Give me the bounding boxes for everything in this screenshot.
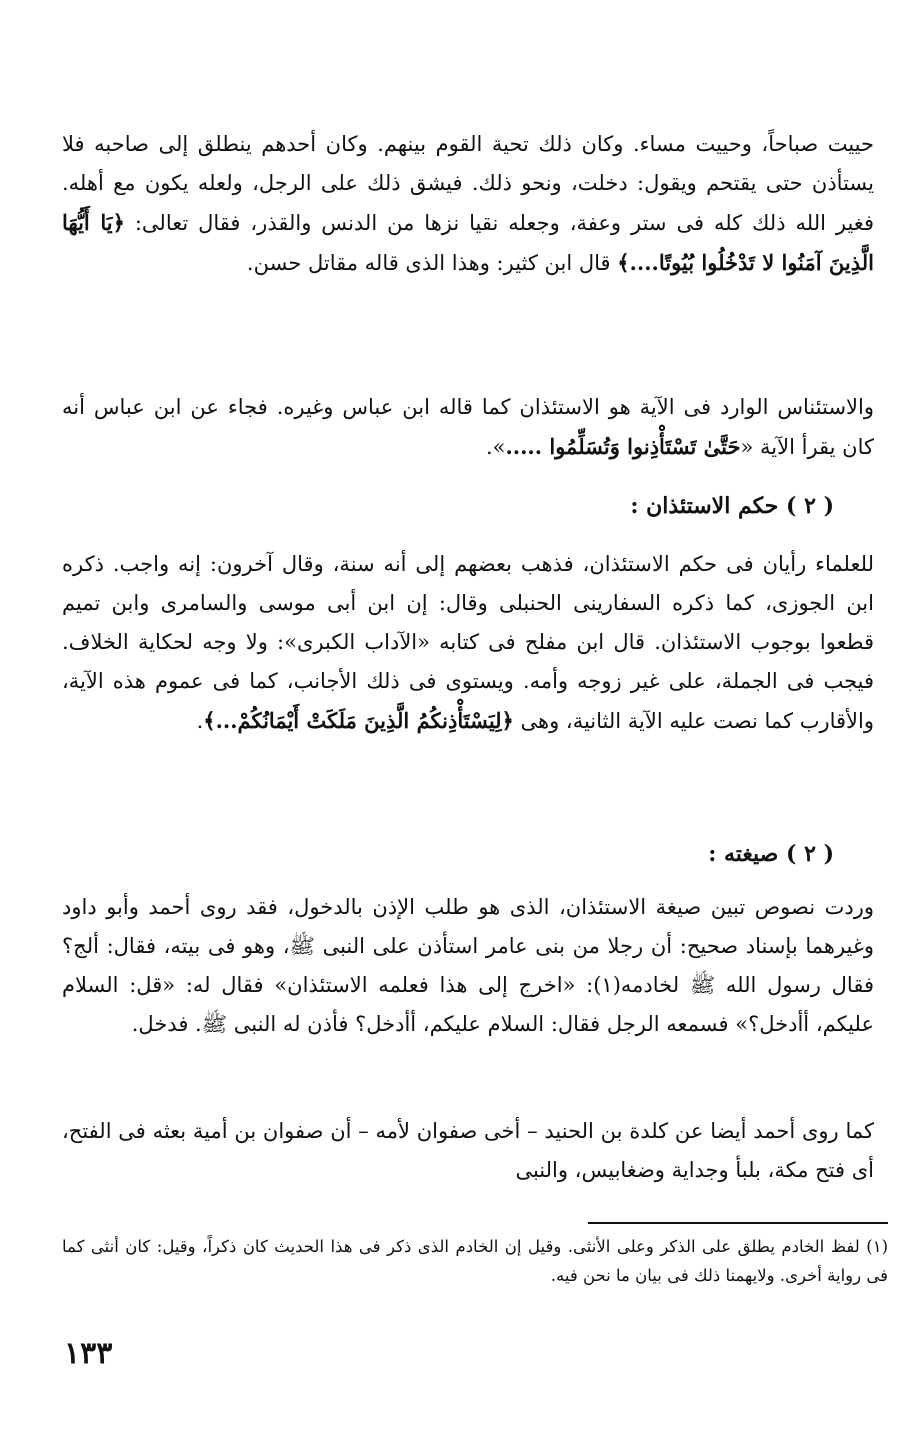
paragraph-text: . [196, 709, 204, 733]
footnote [62, 1232, 888, 1290]
quran-verse: ﴿يَا أَيُّهَا الَّذِينَ آمَنُوا لا تَدْخُلُوا بُيُوتًا....﴾ [62, 210, 874, 275]
paragraph-istinas [62, 388, 874, 467]
paragraph-text: للعلماء رأيان فى حكم الاستئذان، فذهب بعضهم إلى أنه سنة، وقال آخرون: إنه واجب. ذكره ابن الجوزى، كما ذكره السفارينى الحنبلى وقال: إن ابن أبى موسى والسامرى وابن تميم قطعوا بوجوب الاستئذان. قال ابن مفلح فى كتابه «الآداب الكبرى»: ولا وجه لحكاية الخلاف. فيجب فى الجملة، على غير زوجه وأمه. ويستوى فى ذلك الأجانب، كما فى عموم هذه الآية، والأقارب كما نصت عليه الآية الثانية، وهى [62, 552, 874, 733]
paragraph-text: ». [485, 435, 506, 459]
section-heading-formula: ( ٢ ) صيغته : [708, 841, 834, 867]
paragraph-kalada [62, 1112, 874, 1190]
paragraph-text: وردت نصوص تبين صيغة الاستئذان، الذى هو طلب الإذن بالدخول، فقد روى أحمد وأبو داود وغيرهما بإسناد صحيح: أن رجلا من بنى عامر استأذن على النبى ﷺ، وهو فى بيته، فقال: ألج؟ فقال رسول الله ﷺ لخادمه(١): «اخرج إلى هذا فعلمه الاستئذان» فقال له: «قل: السلام عليكم، أأدخل؟» فسمعه الرجل فقال: السلام عليكم، أأدخل؟ فأذن له النبى ﷺ. فدخل. [62, 895, 874, 1036]
paragraph-text: كما روى أحمد أيضا عن كلدة بن الحنيد – أخى صفوان لأمه – أن صفوان بن أمية بعثه فى الفتح، أى فتح مكة، بلبأ وجداية وضغابيس، والنبى [62, 1119, 874, 1182]
paragraph-text: والاستئناس الوارد فى الآية هو الاستئذان كما قاله ابن عباس وغيره. فجاء عن ابن عباس أنه كان يقرأ الآية « [62, 395, 874, 459]
quran-verse: حَتَّىٰ تَسْتَأْذِنوا وَتُسَلِّمُوا ..... [505, 434, 741, 459]
paragraph-text: حييت صباحاً، وحييت مساء. وكان ذلك تحية القوم بينهم. وكان أحدهم ينطلق إلى صاحبه فلا يستأذن حتى يقتحم ويقول: دخلت، ونحو ذلك. فيشق ذلك على الرجل، ولعله يكون مع أهله. فغير الله ذلك كله فى ستر وعفة، وجعله نقيا نزها من الدنس والقذر، فقال تعالى: [62, 132, 874, 235]
paragraph-greeting-custom [62, 125, 874, 283]
paragraph-ruling [62, 545, 874, 741]
paragraph-formula [62, 888, 874, 1044]
footnote-text: (١) لفظ الخادم يطلق على الذكر وعلى الأنثى. وقيل إن الخادم الذى ذكر فى هذا الحديث كان ذكراً، وقيل: كان أنثى كما فى رواية أخرى. ولايهمنا ذلك فى بيان ما نحن فيه. [62, 1237, 888, 1285]
page-number: ١٣٣ [64, 1336, 113, 1371]
quran-verse: ﴿لِيَسْتَأْذِنكُمُ الَّذِينَ مَلَكَتْ أَيْمَانُكُمْ...﴾ [203, 708, 514, 733]
section-heading-ruling: ( ٢ ) حكم الاستئذان : [630, 493, 834, 519]
paragraph-text: قال ابن كثير: وهذا الذى قاله مقاتل حسن. [246, 251, 618, 275]
footnote-divider [588, 1222, 888, 1224]
